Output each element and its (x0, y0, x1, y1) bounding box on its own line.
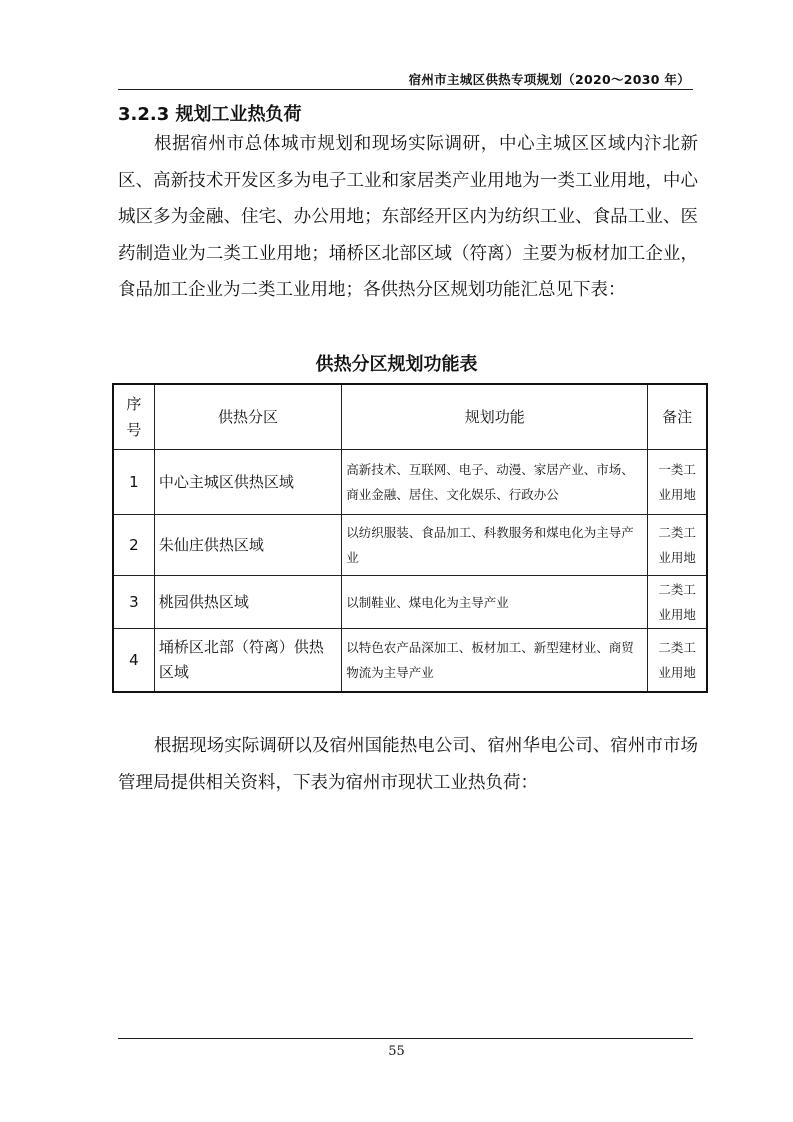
table-row (113, 515, 707, 576)
cell-function: 以制鞋业、煤电化为主导产业 (342, 576, 648, 629)
cell-no: 3 (113, 576, 154, 629)
cell-note: 二类工业用地 (648, 515, 707, 576)
cell-no: 2 (113, 515, 154, 576)
cell-function: 高新技术、互联网、电子、动漫、家居产业、市场、商业金融、居住、文化娱乐、行政办公 (342, 450, 648, 515)
cell-function: 以特色农产品深加工、板材加工、新型建材业、商贸物流为主导产业 (342, 629, 648, 693)
closing-paragraph: 根据现场实际调研以及宿州国能热电公司、宿州华电公司、宿州市市场管理局提供相关资料，下表为宿州市现状工业热负荷： (118, 736, 698, 793)
intro-paragraph: 根据宿州市总体城市规划和现场实际调研，中心主城区区域内汴北新区、高新技术开发区多为电子工业和家居类产业用地为一类工业用地，中心城区多为金融、住宅、办公用地；东部经开区内为纺织工业、食品工业、医药制造业为二类工业用地；埇桥区北部区域（符离）主要为板材加工企业，食品加工企业为二类工业用地；各供热分区规划功能汇总见下表： (118, 134, 698, 300)
cell-zone: 埇桥区北部（符离）供热区域 (154, 629, 341, 693)
cell-note: 二类工业用地 (648, 576, 707, 629)
table-row (113, 629, 707, 693)
header-zone: 供热分区 (154, 384, 341, 450)
section-heading: 3.2.3 规划工业热负荷 (118, 104, 302, 125)
table-caption: 供热分区规划功能表 (315, 354, 478, 375)
function-table (112, 383, 708, 693)
header-divider (118, 89, 693, 90)
cell-zone: 桃园供热区域 (154, 576, 341, 629)
cell-note: 二类工业用地 (648, 629, 707, 693)
running-header: 宿州市主城区供热专项规划（2020～2030 年） (408, 72, 690, 87)
footer-divider (118, 1038, 693, 1039)
table-row (113, 450, 707, 515)
cell-note: 一类工业用地 (648, 450, 707, 515)
page-number: 55 (388, 1044, 405, 1059)
cell-no: 1 (113, 450, 154, 515)
table-row (113, 576, 707, 629)
cell-zone: 中心主城区供热区域 (154, 450, 341, 515)
cell-no: 4 (113, 629, 154, 693)
header-function: 规划功能 (342, 384, 648, 450)
cell-function: 以纺织服装、食品加工、科教服务和煤电化为主导产业 (342, 515, 648, 576)
cell-zone: 朱仙庄供热区域 (154, 515, 341, 576)
table-header-row (113, 384, 707, 450)
header-note: 备注 (648, 384, 707, 450)
header-no: 序号 (113, 384, 154, 450)
